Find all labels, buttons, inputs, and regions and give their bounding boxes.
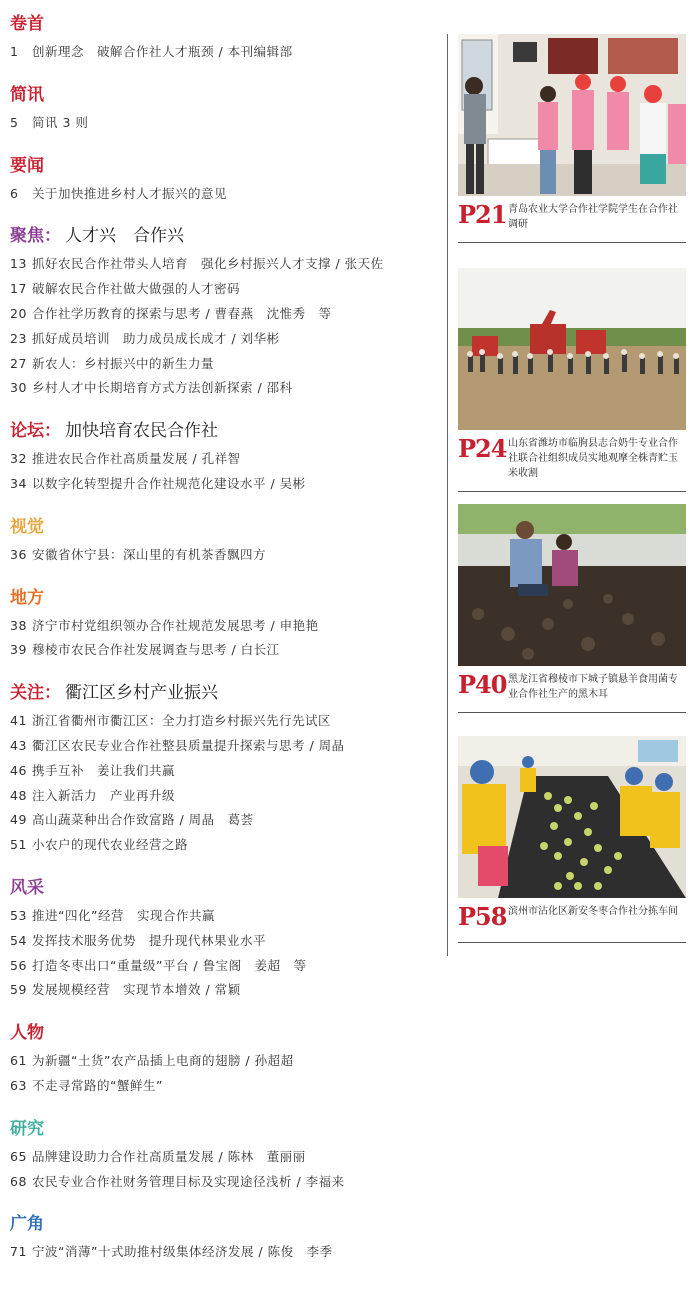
section-title <box>10 1117 440 1141</box>
entry-page-number: 48 <box>10 787 27 803</box>
jujube-sorting-photo[interactable] <box>458 736 686 898</box>
toc-entry[interactable] <box>10 759 440 784</box>
entry-title: 济宁市村党组织领办合作社规范发展思考 / 申艳艳 <box>32 617 319 633</box>
toc-section <box>10 83 440 136</box>
entry-page-number: 1 <box>10 44 19 59</box>
entry-page-number: 38 <box>10 617 27 633</box>
toc-entry[interactable] <box>10 40 440 65</box>
entry-page-number: 59 <box>10 982 27 998</box>
section-title-text: 关注： <box>10 683 61 704</box>
section-subtitle: 加快培育农民合作社 <box>65 421 218 442</box>
photo-block-p24 <box>458 268 686 492</box>
entry-page-number: 39 <box>10 642 27 658</box>
section-title-text: 广角 <box>10 1214 44 1235</box>
photo-rule <box>458 942 686 943</box>
entry-page-number: 43 <box>10 737 27 753</box>
entry-page-number: 63 <box>10 1077 27 1093</box>
column-divider <box>447 34 448 956</box>
entry-page-number: 13 <box>10 256 27 272</box>
entry-title: 发展规模经营 实现节本增效 / 常颖 <box>32 982 241 998</box>
toc-entry[interactable] <box>10 376 440 401</box>
photo-caption: 黑龙江省穆棱市下城子镇悬羊食用菌专业合作社生产的黑木耳 <box>508 674 678 700</box>
toc-entry[interactable] <box>10 1049 440 1074</box>
entry-page-number: 17 <box>10 281 27 297</box>
section-title <box>10 681 440 705</box>
section-title <box>10 586 440 610</box>
photo-block-p21 <box>458 34 686 243</box>
entry-title: 为新疆“土货”农产品插上电商的翅膀 / 孙超超 <box>32 1053 294 1069</box>
toc-entry[interactable] <box>10 709 440 734</box>
toc-section <box>10 224 440 401</box>
section-title <box>10 154 440 178</box>
entry-page-number: 46 <box>10 762 27 778</box>
section-title <box>10 419 440 443</box>
photo-page-number: P40 <box>458 670 507 699</box>
entry-page-number: 68 <box>10 1173 27 1189</box>
entry-title: 品牌建设助力合作社高质量发展 / 陈林 董丽丽 <box>32 1148 306 1164</box>
toc-entry[interactable] <box>10 1240 440 1265</box>
toc-entry[interactable] <box>10 252 440 277</box>
entry-page-number: 30 <box>10 380 27 396</box>
entry-title: 关于加快推进乡村人才振兴的意见 <box>32 185 228 201</box>
entry-title: 乡村人才中长期培育方式方法创新探索 / 邵科 <box>32 380 293 396</box>
entry-title: 合作社学历教育的探索与思考 / 曹春燕 沈惟秀 等 <box>32 305 332 321</box>
entry-page-number: 53 <box>10 907 27 923</box>
toc-entry[interactable] <box>10 978 440 1003</box>
section-title-text: 聚焦： <box>10 226 61 247</box>
photo-rule <box>458 491 686 492</box>
toc-section <box>10 876 440 1003</box>
toc-entry[interactable] <box>10 1074 440 1099</box>
entry-title: 创新理念 破解合作社人才瓶颈 / 本刊编辑部 <box>32 44 293 59</box>
entry-title: 浙江省衢州市衢江区：全力打造乡村振兴先行先试区 <box>32 713 332 729</box>
photo-caption: 青岛农业大学合作社学院学生在合作社调研 <box>508 204 678 230</box>
toc-entry[interactable] <box>10 277 440 302</box>
toc-entry[interactable] <box>10 734 440 759</box>
toc-entry[interactable] <box>10 447 440 472</box>
entry-title: 安徽省休宁县：深山里的有机茶香飘四方 <box>32 546 267 562</box>
section-title-text: 论坛： <box>10 421 61 442</box>
toc-section <box>10 1021 440 1099</box>
toc-entry[interactable] <box>10 1170 440 1195</box>
section-title-text: 地方 <box>10 587 44 608</box>
toc-section <box>10 12 440 65</box>
section-title-text: 要闻 <box>10 155 44 176</box>
section-subtitle: 人才兴 合作兴 <box>65 226 184 247</box>
entry-title: 新农人：乡村振兴中的新生力量 <box>32 355 215 371</box>
section-title <box>10 876 440 900</box>
entry-title: 宁波“消薄”十式助推村级集体经济发展 / 陈俊 李季 <box>32 1244 333 1260</box>
toc-section <box>10 1212 440 1265</box>
section-title <box>10 224 440 248</box>
entry-page-number: 41 <box>10 713 27 729</box>
entry-title: 破解农民合作社做大做强的人才密码 <box>32 281 241 297</box>
photo-caption: 山东省潍坊市临朐县志合奶牛专业合作社联合社组织成员实地观摩全株青贮玉米收割 <box>508 438 678 479</box>
entry-page-number: 5 <box>10 114 19 130</box>
toc-section <box>10 154 440 207</box>
field-harvest-photo[interactable] <box>458 268 686 430</box>
section-title-text: 简讯 <box>10 84 44 105</box>
entry-page-number: 36 <box>10 546 27 562</box>
entry-title: 携手互补 姜让我们共赢 <box>32 762 176 778</box>
section-title-text: 人物 <box>10 1023 44 1044</box>
classroom-photo[interactable] <box>458 34 686 196</box>
toc-entry[interactable] <box>10 614 440 639</box>
toc-section <box>10 586 440 664</box>
photo-block-p40 <box>458 504 686 713</box>
toc-entry[interactable] <box>10 833 440 858</box>
entry-title: 推进农民合作社高质量发展 / 孔祥智 <box>32 451 241 467</box>
entry-title: 以数字化转型提升合作社规范化建设水平 / 吴彬 <box>32 475 306 491</box>
toc-entry[interactable] <box>10 302 440 327</box>
photo-page-number: P21 <box>458 200 507 229</box>
photo-page-number: P58 <box>458 902 507 931</box>
toc-entry[interactable] <box>10 638 440 663</box>
toc-entry[interactable] <box>10 543 440 568</box>
section-title <box>10 83 440 107</box>
entry-page-number: 32 <box>10 451 27 467</box>
toc-entry[interactable] <box>10 929 440 954</box>
entry-page-number: 51 <box>10 837 27 853</box>
entry-page-number: 6 <box>10 185 19 201</box>
entry-page-number: 34 <box>10 475 27 491</box>
entry-page-number: 54 <box>10 932 27 948</box>
entry-page-number: 61 <box>10 1053 27 1069</box>
toc-entry[interactable] <box>10 904 440 929</box>
toc-entry[interactable] <box>10 1145 440 1170</box>
toc-section <box>10 419 440 497</box>
toc-entry[interactable] <box>10 111 440 136</box>
toc-section <box>10 515 440 568</box>
section-title <box>10 12 440 36</box>
section-title <box>10 515 440 539</box>
toc-entry[interactable] <box>10 182 440 207</box>
photo-caption: 滨州市沾化区新安冬枣合作社分拣车间 <box>508 906 678 917</box>
fungus-drying-photo[interactable] <box>458 504 686 666</box>
entry-page-number: 71 <box>10 1244 27 1260</box>
toc-entry[interactable] <box>10 954 440 979</box>
entry-page-number: 49 <box>10 812 27 828</box>
section-title-text: 研究 <box>10 1118 44 1139</box>
section-title-text: 风采 <box>10 877 44 898</box>
toc-entry[interactable] <box>10 784 440 809</box>
photo-page-number: P24 <box>458 434 507 463</box>
toc-entry[interactable] <box>10 352 440 377</box>
entry-title: 抓好农民合作社带头人培育 强化乡村振兴人才支撑 / 张天佐 <box>32 256 384 272</box>
entry-title: 推进“四化”经营 实现合作共赢 <box>32 907 215 923</box>
entry-title: 发挥技术服务优势 提升现代林果业水平 <box>32 932 267 948</box>
entry-page-number: 65 <box>10 1148 27 1164</box>
entry-title: 打造冬枣出口“重量级”平台 / 鲁宝阁 姜超 等 <box>32 957 307 973</box>
toc-section <box>10 1117 440 1195</box>
section-subtitle: 衢江区乡村产业振兴 <box>65 683 218 704</box>
toc-section <box>10 681 440 858</box>
entry-title: 穆棱市农民合作社发展调查与思考 / 白长江 <box>32 642 280 658</box>
section-title-text: 卷首 <box>10 14 44 34</box>
entry-title: 不走寻常路的“蟹鲜生” <box>32 1077 163 1093</box>
entry-title: 注入新活力 产业再升级 <box>32 787 176 803</box>
entry-title: 小农户的现代农业经营之路 <box>32 837 189 853</box>
toc-entry[interactable] <box>10 327 440 352</box>
entry-page-number: 20 <box>10 305 27 321</box>
photo-block-p58 <box>458 736 686 943</box>
entry-page-number: 23 <box>10 330 27 346</box>
section-title <box>10 1212 440 1236</box>
section-title-text: 视觉 <box>10 516 44 537</box>
entry-title: 衢江区农民专业合作社整县质量提升探索与思考 / 周晶 <box>32 737 345 753</box>
entry-page-number: 27 <box>10 355 27 371</box>
entry-page-number: 56 <box>10 957 27 973</box>
section-title <box>10 1021 440 1045</box>
entry-title: 高山蔬菜种出合作致富路 / 周晶 葛荟 <box>32 812 254 828</box>
photo-rule <box>458 712 686 713</box>
toc-entry[interactable] <box>10 808 440 833</box>
entry-title: 农民专业合作社财务管理目标及实现途径浅析 / 李福来 <box>32 1173 345 1189</box>
table-of-contents <box>10 12 440 1283</box>
entry-title: 简讯 3 则 <box>32 114 89 130</box>
toc-entry[interactable] <box>10 472 440 497</box>
photo-rule <box>458 242 686 243</box>
entry-title: 抓好成员培训 助力成员成长成才 / 刘华彬 <box>32 330 280 346</box>
